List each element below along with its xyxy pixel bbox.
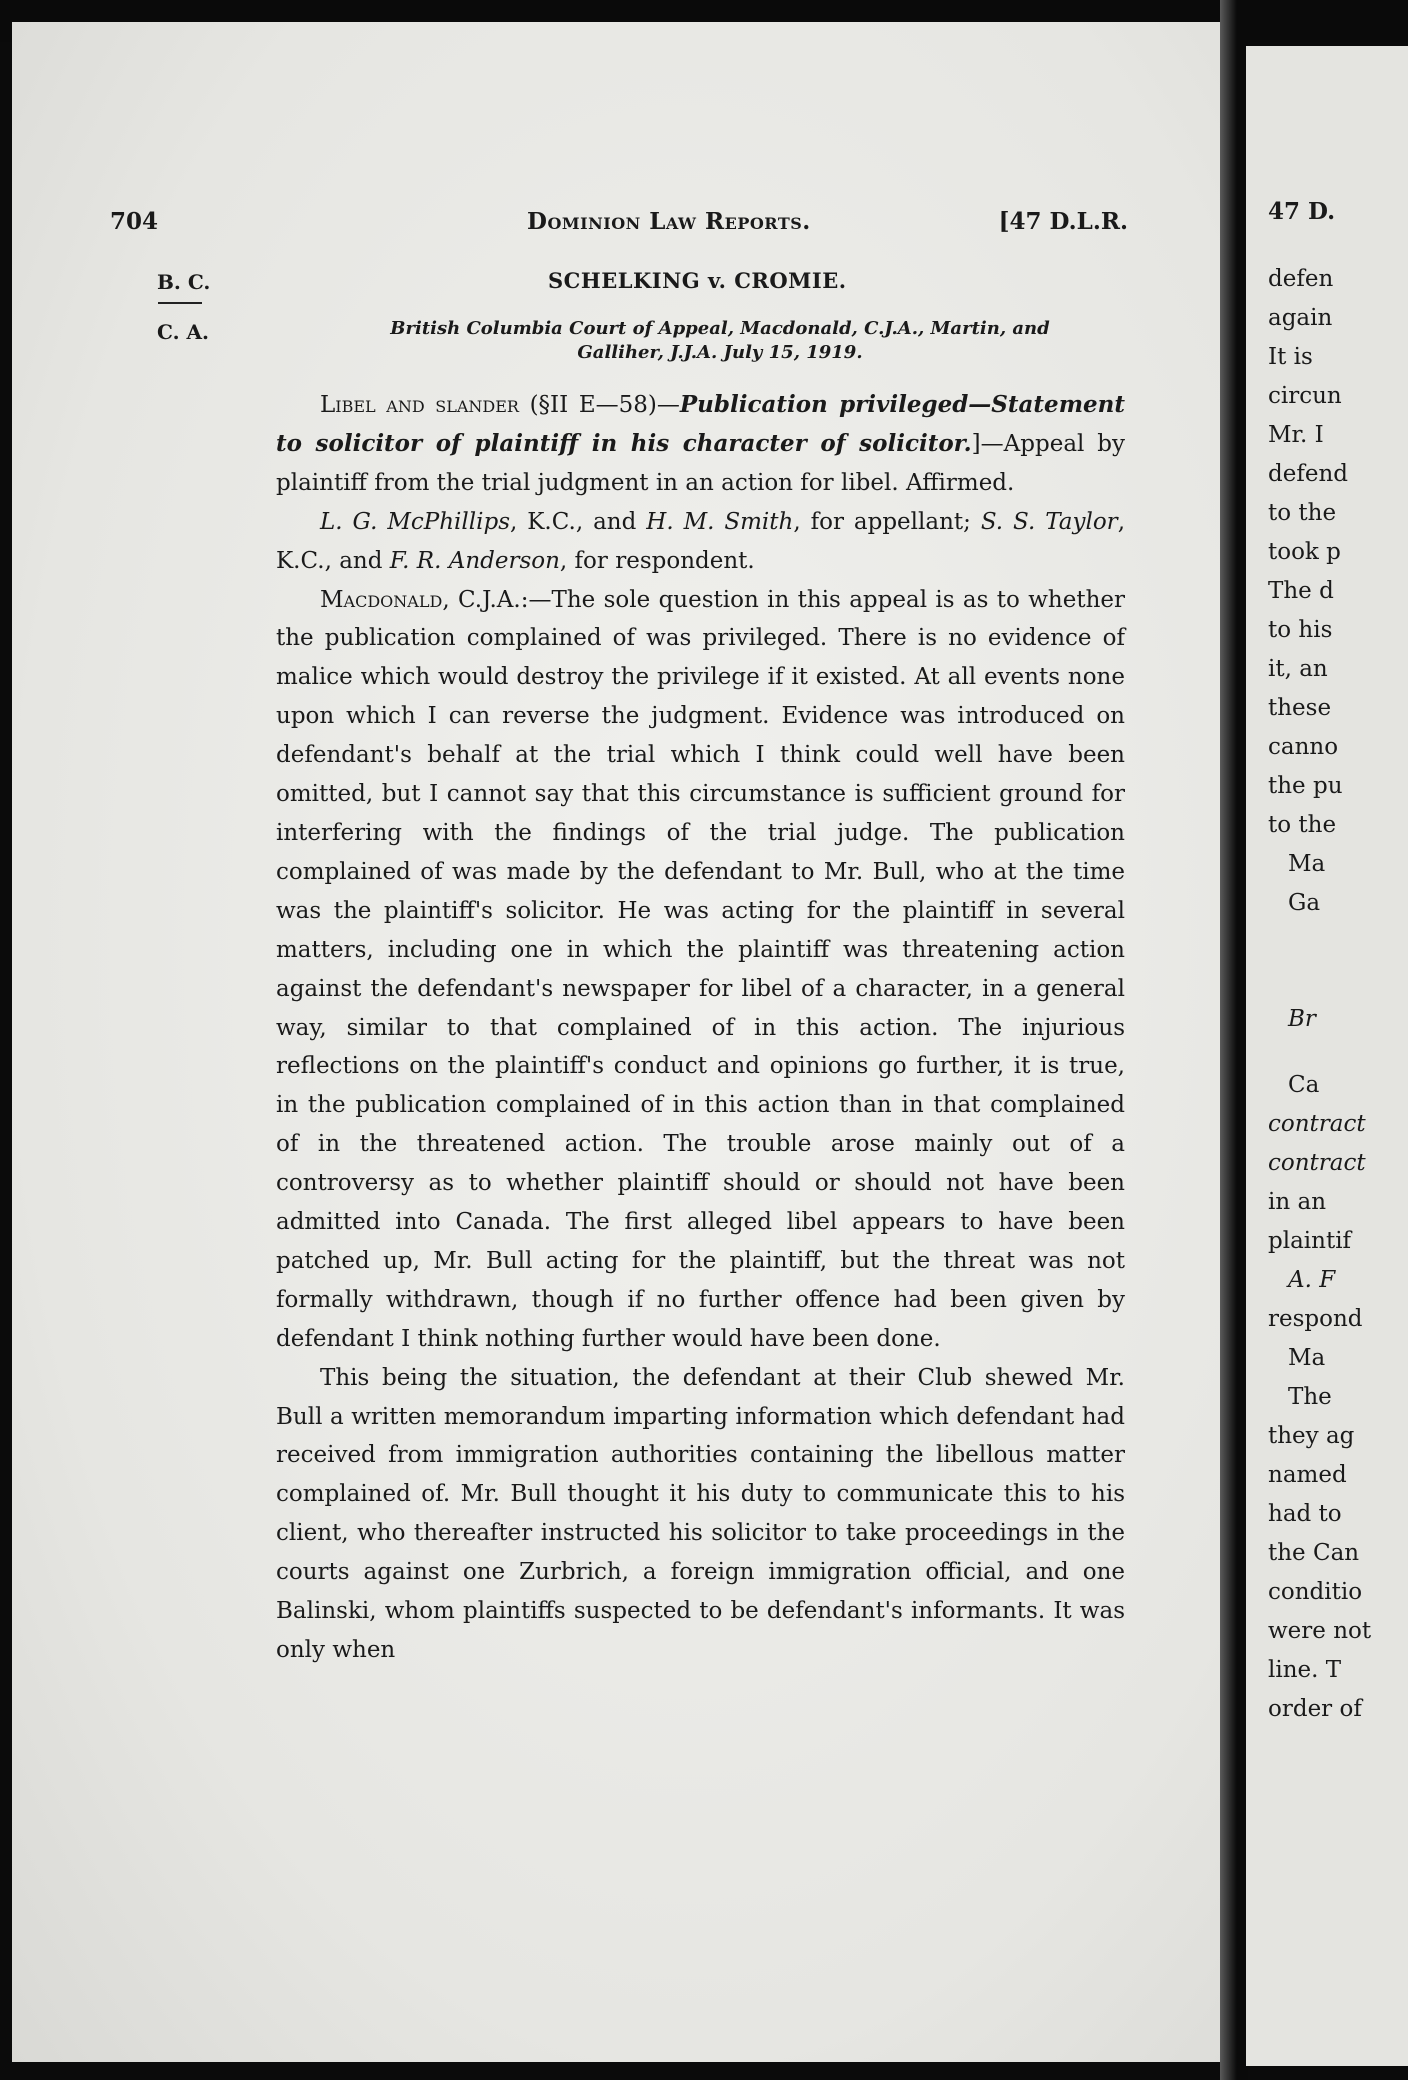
headnote-ref: (§II E—58)— xyxy=(518,392,680,418)
counsel-text: , K.C., and xyxy=(276,508,1125,574)
right-page-line: to the xyxy=(1268,500,1337,526)
right-page-line: again xyxy=(1268,305,1333,331)
judge-name: Macdonald xyxy=(320,586,443,613)
right-page-line: it, an xyxy=(1268,656,1328,682)
counsel-name: S. S. Taylor xyxy=(980,508,1118,535)
judgment-text: , C.J.A.:—The sole question in this appeal is as to whether the publication complained of was privileged. There is no evidence of malice which would destroy the privilege if it existed. At all events none upon which I can reverse the judgment. Evidence was introduced on defendant's behalf at the trial which I think could well have been omitted, but I cannot say that this circumstance is sufficient ground for interfering with the findings of the trial judge. The publication complained of was made by the defendant to Mr. Bull, who at the time was the plaintiff's solicitor. He was acting for the plaintiff in several matters, including one in which the plaintiff was threatening action against the defendant's newspaper for libel of a character, in a general way, similar to that complained of in this action. The injurious reflections on the plaintiff's conduct and opinions go further, it is true, in the publication complained of in this action than in that complained of in the threatened action. The trouble arose mainly out of a controversy as to whether plaintiff should or should not have been admitted into Canada. The first alleged libel appears to have been patched up, Mr. Bull acting for the plaintiff, but the threat was not formally withdrawn, though if no further offence had been given by defendant I think nothing further would have been done. xyxy=(276,586,1125,1352)
right-page-line: It is xyxy=(1268,344,1313,370)
right-page-line: named xyxy=(1268,1462,1347,1488)
right-page-line: took p xyxy=(1268,539,1341,565)
court-line-1: British Columbia Court of Appeal, Macdonald, C.J.A., Martin, and xyxy=(390,318,1050,339)
page-number: 704 xyxy=(110,208,159,235)
right-page-line: respond xyxy=(1268,1306,1363,1332)
book-gutter xyxy=(1220,0,1248,2080)
right-page-line: defen xyxy=(1268,266,1334,292)
right-page-line: 47 D. xyxy=(1268,198,1336,225)
headnote-topic: Libel and slander xyxy=(320,392,519,418)
counsel-text: , K.C., and xyxy=(510,508,647,535)
right-page-line: Ma xyxy=(1288,1345,1326,1371)
running-title: Dominion Law Reports. xyxy=(527,208,811,235)
right-page-line: The xyxy=(1288,1384,1332,1410)
right-page-line: had to xyxy=(1268,1501,1342,1527)
right-page-line: A. F xyxy=(1288,1267,1336,1293)
right-page-line: the Can xyxy=(1268,1540,1360,1566)
headnote xyxy=(276,386,1125,503)
margin-jurisdiction: B. C. xyxy=(157,270,211,294)
judgment-paragraph-2: This being the situation, the defendant at their Club shewed Mr. Bull a written memorandum imparting information which defendant had received from immigration authorities containing the libellous matter complained of. Mr. Bull thought it his duty to communicate this to his client, who thereafter instructed his solicitor to take proceedings in the courts against one Zurbrich, a foreign immigration official, and one Balinski, whom plaintiffs suspected to be defendant's informants. It was only when xyxy=(276,1364,1125,1663)
right-page-line: canno xyxy=(1268,734,1339,760)
counsel-name: F. R. Anderson xyxy=(389,547,560,574)
right-page-line: line. T xyxy=(1268,1657,1342,1683)
headnote-rest: ]—Appeal by plaintiff from the trial judgment in an action for libel. Affirmed. xyxy=(276,430,1125,496)
right-page-line: in an xyxy=(1268,1189,1327,1215)
right-page-line: Ca xyxy=(1288,1072,1320,1098)
counsel-name: H. M. Smith xyxy=(646,508,794,535)
right-page-line: Ga xyxy=(1288,890,1321,916)
headnote-subject: Publication privileged—Statement to solicitor of plaintiff in his character of solicitor. xyxy=(276,391,1126,457)
right-page-line: the pu xyxy=(1268,773,1343,799)
right-page-line: Mr. I xyxy=(1268,422,1324,448)
right-page-line: conditio xyxy=(1268,1579,1363,1605)
right-page-line: circun xyxy=(1268,383,1342,409)
right-page-line: The d xyxy=(1268,578,1334,604)
right-page-line: to the xyxy=(1268,812,1337,838)
right-page-line: they ag xyxy=(1268,1423,1355,1449)
opinion-body xyxy=(276,386,1125,1670)
court-line-2: Galliher, J.J.A. July 15, 1919. xyxy=(577,342,863,363)
counsel-line xyxy=(276,503,1125,581)
right-page-line: order of xyxy=(1268,1696,1362,1722)
counsel-text: , for respondent. xyxy=(559,547,755,574)
right-page-line: contract xyxy=(1268,1111,1366,1137)
right-page-line: contract xyxy=(1268,1150,1366,1176)
margin-rule xyxy=(158,302,202,304)
right-page-line: these xyxy=(1268,695,1332,721)
right-page-line: to his xyxy=(1268,617,1333,643)
volume-reference: [47 D.L.R. xyxy=(998,208,1128,235)
right-page-line: defend xyxy=(1268,461,1348,487)
right-page-line: were not xyxy=(1268,1618,1372,1644)
page-header xyxy=(110,208,1128,244)
counsel-text: , for appellant; xyxy=(793,508,981,535)
judgment-paragraph-1 xyxy=(276,581,1125,1359)
counsel-name: L. G. McPhillips xyxy=(320,508,510,535)
right-page-fragment xyxy=(1246,46,1408,2066)
right-page-line: plaintif xyxy=(1268,1228,1352,1254)
case-title: SCHELKING v. CROMIE. xyxy=(548,268,847,293)
margin-court: C. A. xyxy=(157,320,209,344)
right-page-line: Ma xyxy=(1288,851,1326,877)
right-page-line: Br xyxy=(1288,1006,1316,1032)
